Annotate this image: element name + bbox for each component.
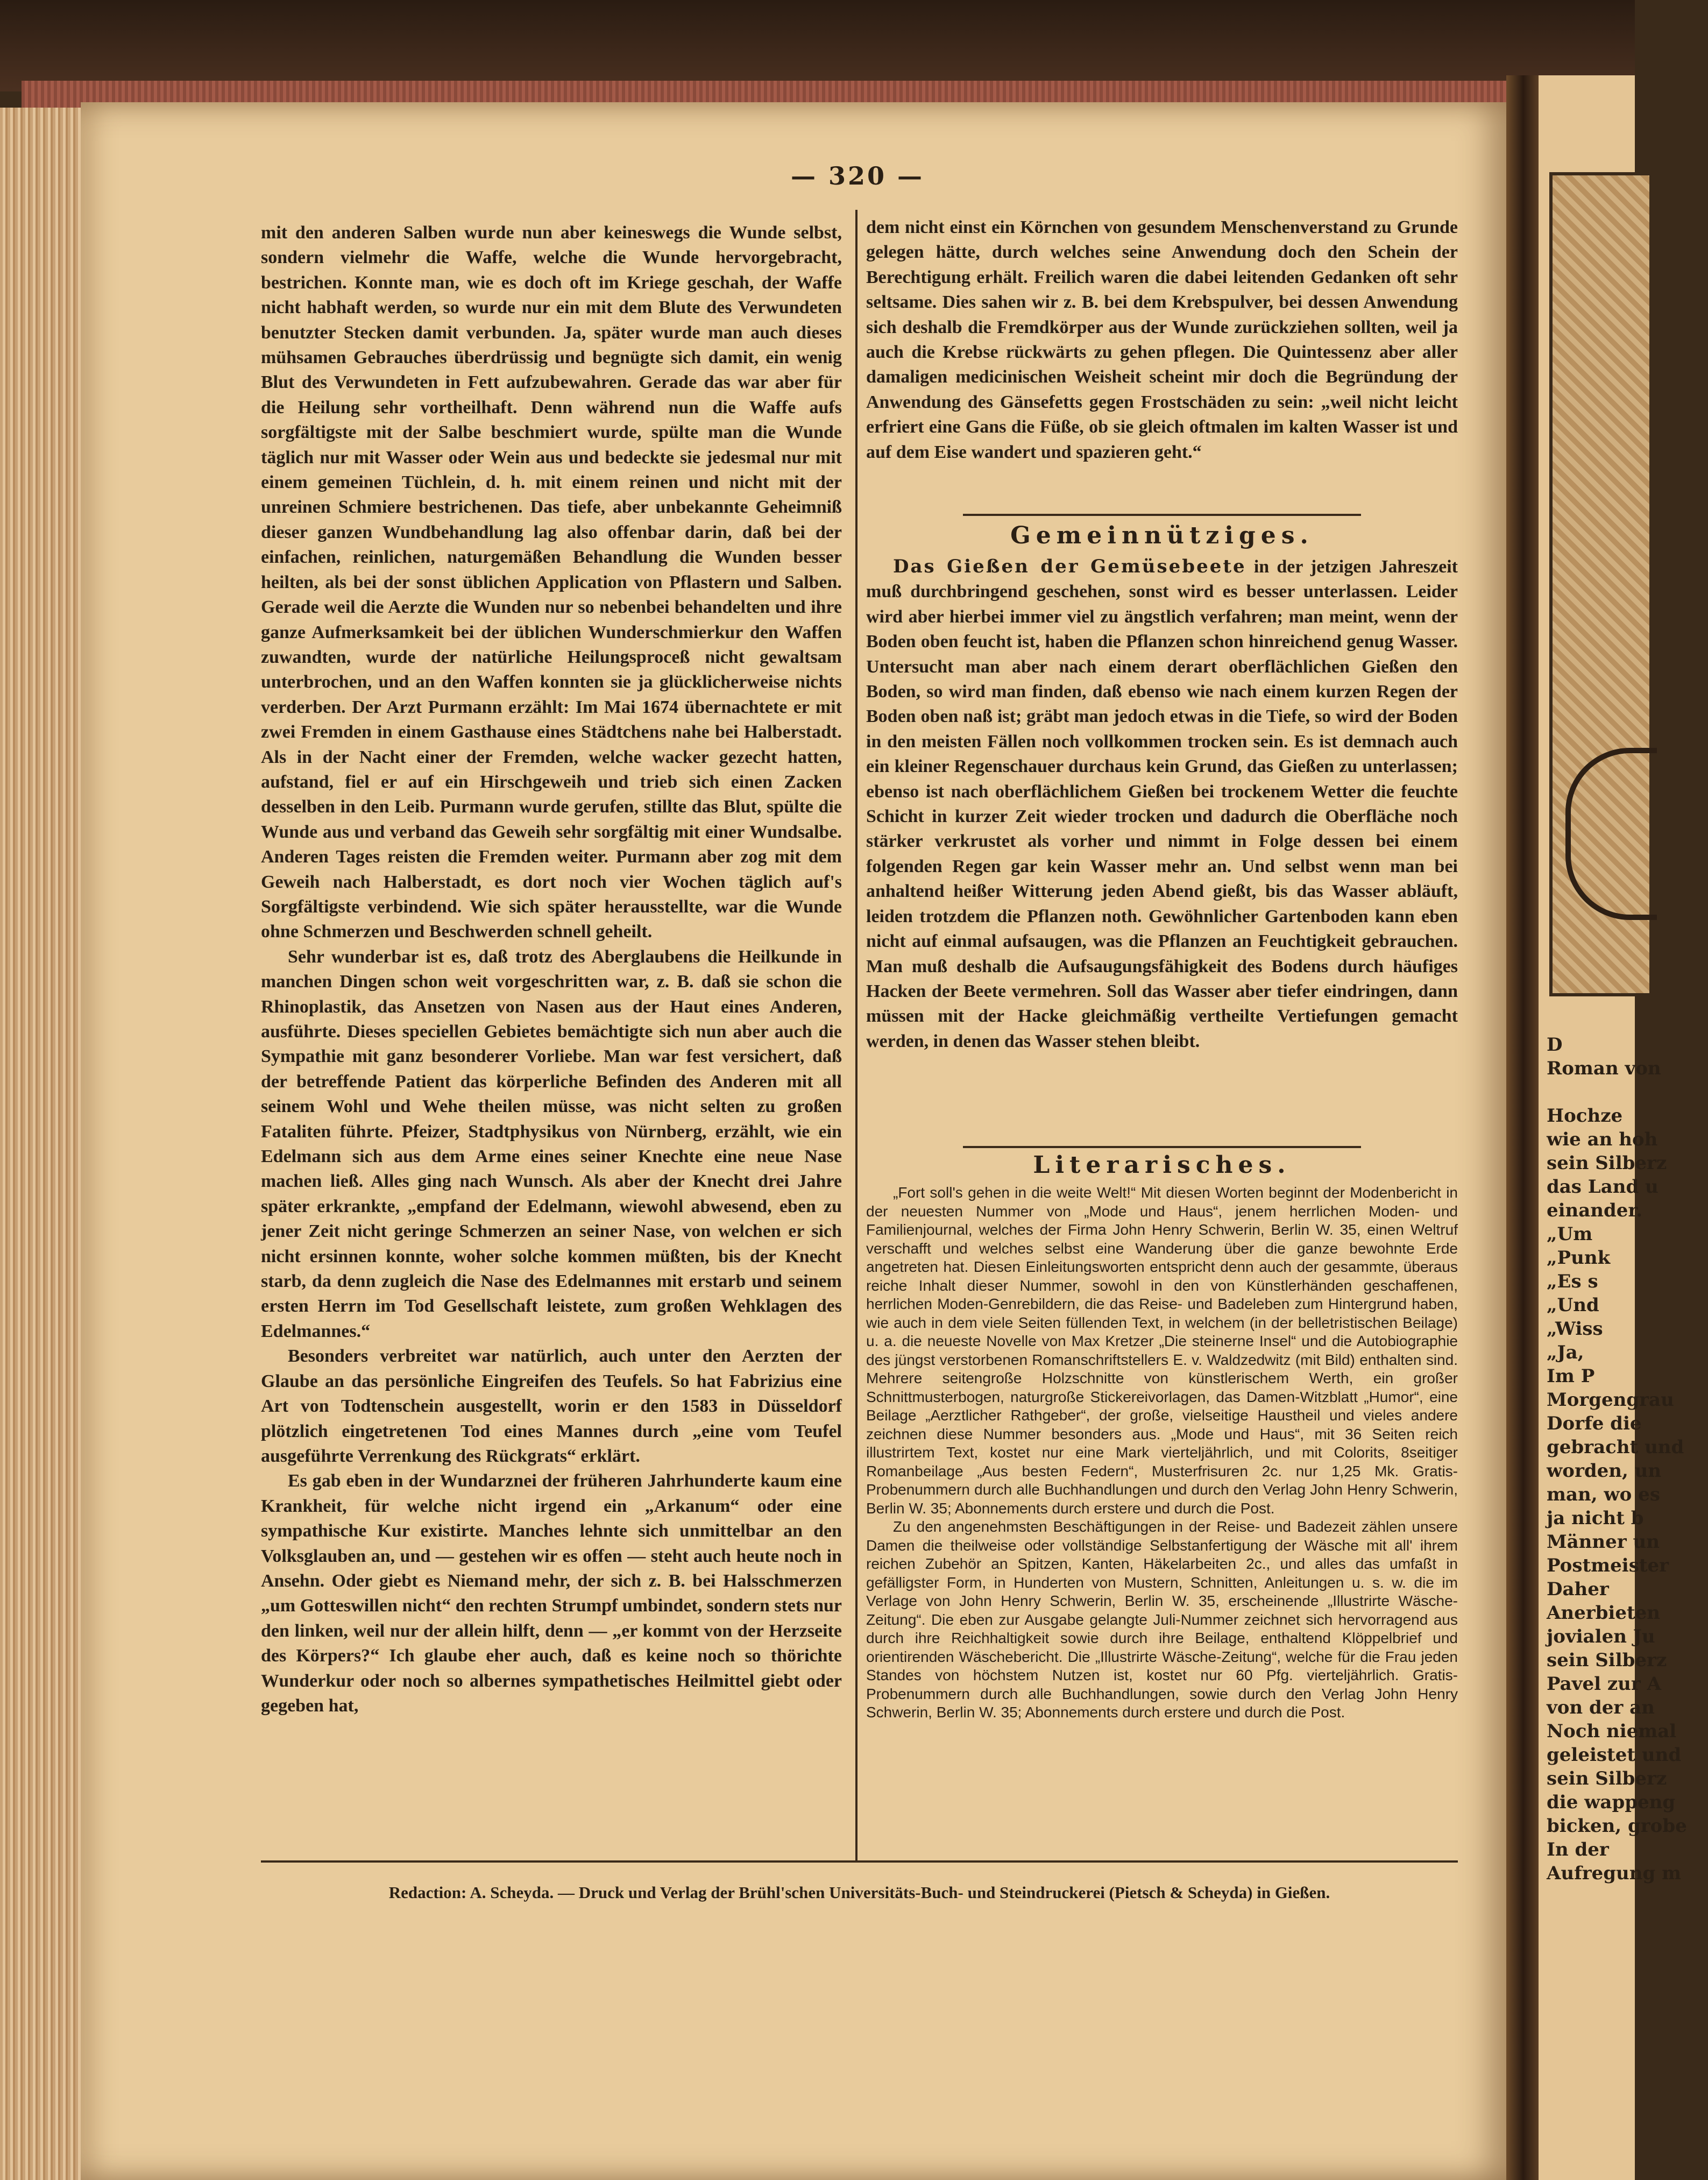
facing-page-text: D Roman von Hochze wie an hoh sein Silberz das Land u einander. „Um „Punk „Es s „Und „Wiss „Ja, Im P Morgengrau Dorfe die gebracht und worden, un man, wo es ja nicht b Männer un Postmeister Daher Anerbieten jovialen Ju sein Silberz Pavel zur A von der an Noch niemal geleistet und sein Silberz die wappeng bicken, grobe In der Aufregung m [1547,1034,1687,1884]
literarisches-article [866,1184,1458,1840]
article-body: in der jetzigen Jahreszeit muß durchbringend geschehen, sonst wird es besser unterlassen. Leider wird aber hierbei immer viel zu ängstlich verfahren; man meint, wenn der Boden oben feucht ist, haben die Pflanzen schon hinreichend genug Wasser. Untersucht man aber nach einem derart oberflächlichen Gießen den Boden, so wird man finden, daß ebenso wie nach einem kurzen Regen der Boden oben naß ist; gräbt man jedoch etwas in die Tiefe, so wird der Boden in den meisten Fällen noch vollkommen trocken sein. Es ist demnach auch ein kleiner Regenschauer durchaus kein Grund, das Gießen zu unterlassen; ebenso ist nach oberflächlichem Gießen bei trockenem Wetter die feuchte Schicht in kurzer Zeit wieder trocken und dadurch die Oberfläche noch stärker verkrustet als vorher und nimmt in Folge dessen bei einem folgenden Regen gar kein Wasser mehr an. Und selbst wenn man bei anhaltend heißer Witterung jeden Abend gießt, bis das Wasser abläuft, leiden trotzdem die Pflanzen noth. Gewöhnlicher Gartenboden kann eben nicht auf einmal aufsaugen, was die Pflanzen an Feuchtigkeit gebrauchen. Man muß deshalb die Aufsaugungsfähigkeit des Bodens durch häufiges Hacken der Beete vermehren. Soll das Wasser aber tiefer eindringen, dann müssen mit der Hacke gleichmäßig vertheilte Vertiefungen gemacht werden, in denen das Wasser stehen bleibt. [866,557,1458,1051]
column-divider [855,210,857,1862]
footer-divider [261,1860,1458,1863]
section-divider [963,514,1361,516]
page-number: — 320 — [791,161,925,190]
paragraph: Es gab eben in der Wundarznei der früheren Jahrhunderte kaum eine Krankheit, für welche nicht irgend ein „Arkanum“ oder eine sympathische Kur existirte. Manches lehnte sich unmittelbar an den Volksglauben an, und — gestehen wir es offen — steht auch heute noch in Ansehn. Oder giebt es Niemand mehr, der sich z. B. bei Halsschmerzen „um Gotteswillen nicht“ den rechten Strumpf umbindet, sondern stets nur den linken, weil nur der allein hilft, denn — „er kommt von der Herzseite des Körpers?“ Ich glaube eher auch, daß es keine noch so thörichte Wunderkur oder noch so albernes sympathetisches Heilmittel giebt oder gegeben hat, [261,1471,842,1716]
article-lead: Das Gießen der Gemüsebeete [893,556,1246,577]
imprint-footer: Redaction: A. Scheyda. — Druck und Verlag der Brühl'schen Universitäts-Buch- und Steindruckerei (Pietsch & Scheyda) in Gießen. [388,1883,1330,1902]
facing-page [1539,75,1687,2180]
right-column-continuation [866,215,1458,516]
paragraph: Zu den angenehmsten Beschäftigungen in der Reise- und Badezeit zählen unsere Damen die theilweise oder vollständige Selbstanfertigung der Wäsche mit all' ihrem reichen Zubehör an Spitzen, Kanten, Häkelarbeiten 2c., und alles das umfaßt in gefälligster Form, in Hunderten von Mustern, Schnitten, Anleitungen u. s. w. die im Verlage von John Henry Schwerin, Berlin W. 35, erscheinende „Illustrirte Wäsche-Zeitung“. Die eben zur Ausgabe gelangte Juli-Nummer zeichnet sich hervorragend aus durch ihre Reichhaltigkeit sowie durch ihre Beilage, enthaltend Klöppelbrief und orientirenden Wäschebericht. Die „Illustrirte Wäsche-Zeitung“, welche für die Frau jeden Standes von höchstem Nutzen ist, kostet nur 60 Pfg. vierteljährlich. Gratis-Probenummern durch alle Buchhandlungen, sowie durch den Verlag John Henry Schwerin, Berlin W. 35; Abonnements durch erstere und durch die Post. [866,1518,1458,1721]
paragraph: mit den anderen Salben wurde nun aber keineswegs die Wunde selbst, sondern vielmehr die Waffe, welche die Wunde hervorgebracht, bestrichen. Konnte man, wie es doch oft im Kriege geschah, der Waffe nicht habhaft werden, so wurde nur ein mit dem Blute des Verwundeten benutzter Stecken damit verbunden. Ja, später wurde man auch dieses mühsamen Gebrauches überdrüssig und begnügte sich damit, ein wenig Blut des Verwundeten in Fett aufzubewahren. Gerade das war aber für die Heilung sehr vortheilhaft. Denn während nun die Waffe aufs sorgfältigste mit der Salbe beschmiert wurde, spülte man die Wunde täglich nur mit Wasser oder Wein aus und bedeckte sie jedesmal nur mit einem gemeinen Tüchlein, d. h. mit einem reinen und nicht mit der unreinen Schmiere bestrichenen. Das tiefe, aber unbekannte Geheimniß dieser ganzen Wundbehandlung lag also offenbar darin, daß bei der einfachen, reinlichen, naturgemäßen Behandlung die Wunden besser heilten, als bei der sonst üblichen Application von Pflastern und Salben. Gerade weil die Aerzte die Wunden nur so nebenbei behandelten und ihre ganze Aufmerksamkeit bei der üblichen Wunderschmierkur den Waffen zuwandten, wurde der natürliche Heilungsproceß nicht gewaltsam unterbrochen, und an den Waffen konnten sie ja glücklicherweise nichts verderben. Der Arzt Purmann erzählt: Im Mai 1674 übernachtete er mit zwei Fremden in einem Gasthause eines Städtchens nahe bei Halberstadt. Als in der Nacht einer der Fremden, welche wacker gezecht hatten, aufstand, fiel er auf ein Hirschgeweih und trieb sich einen Zacken desselben in den Leib. Purmann wurde gerufen, stillte das Blut, spülte die Wunde aus und verband das Geweih sehr sorgfältig mit einer Wundsalbe. Anderen Tages reisten die Fremden weiter. Purmann aber zog mit dem Geweih nach Halberstadt, es dort noch vier Wochen täglich auf's Sorgfältigste verbindend. Wie sich später herausstellte, war die Wunde ohne Schmerzen und Beschwerden schnell geheilt. [261,223,842,942]
paragraph: Sehr wunderbar ist es, daß trotz des Aberglaubens die Heilkunde in manchen Dingen schon weit vorgeschritten war, z. B. daß sie schon die Rhinoplastik, das Ansetzen von Nasen aus der Haut eines Anderen, ausführte. Dieses speciellen Gebietes bemächtigte sich nun aber auch die Sympathie mit ganz besonderer Vorliebe. Man war fest versichert, daß der betreffende Patient das körperliche Befinden des Anderen mit all seinem Wohl und Wehe theilen müsse, was nicht selten zu großen Fataliten führte. Pfeizer, Stadtphysikus von Nürnberg, erzählt, wie ein Edelmann sich aus dem Arme eines seiner Knechte eine neue Nase machen ließ. Alles ging nach Wunsch. Als aber der Knecht drei Jahre später erkrankte, „empfand der Edelmann, wiewohl abwesend, eben zu jener Zeit nicht geringe Schmerzen an seiner Nase, von welchen er sich nicht ersinnen konnte, woher solche kommen müßten, bis der Knecht starb, da denn zugleich die Nase des Edelmannes mit erstarb und seinem ersten Herrn im Tod Gesellschaft leistete, zum großen Wehklagen des Edelmannes.“ [261,946,842,1341]
section-title-literarisches: Literarisches. [1033,1151,1291,1179]
book-top-edge [0,0,1635,91]
left-column [261,221,842,1862]
paragraph [866,554,1458,1054]
section-divider [963,1146,1361,1148]
section-title-gemeinnuetziges: Gemeinnütziges. [1010,522,1314,549]
decorative-initial-ornament [1565,748,1657,920]
gemeinnuetziges-article [866,554,1458,1151]
paragraph: „Fort soll's gehen in die weite Welt!“ Mit diesen Worten beginnt der Modenbericht in der neuesten Nummer von „Mode und Haus“, jenem herrlichen Moden- und Familienjournal, welches der Firma John Henry Schwerin, Berlin W. 35, einen Weltruf verschafft und welches selbst eine Wanderung über die ganze bewohnte Erde angetreten hat. Diesen Einleitungsworten entspricht denn auch der gesammte, überaus reiche Inhalt dieser Nummer, sowohl in den von Künstlerhänden geschaffenen, herrlichen Moden-Genrebildern, die das Reise- und Badeleben zum Hintergrund haben, wie auch in dem viele Seiten füllenden Text, in welchem (in der belletristischen Beilage) u. a. die neueste Novelle von Max Kretzer „Die steinerne Insel“ und die Autobiographie des jüngst verstorbenen Romanschriftstellers E. v. Waldzedwitz (mit Bild) enthalten sind. Mehrere seitengroße Holzschnitte von künstlerischem Werth, ein großer Schnittmusterbogen, naturgroße Stickereivorlagen, das Damen-Witzblatt „Humor“, eine Beilage „Aerztlicher Rathgeber“, der große, vielseitige Haustheil und vieles andere zeichnen diese Nummer besonders aus. „Mode und Haus“, mit 36 Seiten reich illustrirtem Text, kostet nur eine Mark vierteljährlich, und mit Colorits, 8seitiger Romanbeilage „Aus besten Federn“, Musterfrisuren 2c. nur 1,25 Mk. Gratis-Probenummern durch alle Buchhandlungen und durch den Verlag John Henry Schwerin, Berlin W. 35; Abonnements durch erstere und durch die Post. [866,1184,1458,1517]
paragraph: Besonders verbreitet war natürlich, auch unter den Aerzten der Glaube an das persönliche Eingreifen des Teufels. So hat Fabrizius eine Art von Todtenschein ausgestellt, worin er den 1583 in Düsseldorf plötzlich eingetretenen Tod eines Mannes durch „eine vom Teufel ausgeführte Verrenkung des Rückgrats“ erklärt. [261,1346,842,1466]
paragraph: dem nicht einst ein Körnchen von gesundem Menschenverstand zu Grunde gelegen hätte, durch welches seine Anwendung doch den Schein der Berechtigung erhält. Freilich waren die dabei leitenden Gedanken oft sehr seltsame. Dies sahen wir z. B. bei dem Krebspulver, bei dessen Anwendung sich deshalb die Fremdkörper aus der Wunde zurückziehen sollten, weil ja auch die Krebse rückwärts zu gehen pflegen. Die Quintessenz aber aller damaligen medicinischen Weisheit scheint mir doch die Begründung der Anwendung des Gänsefetts gegen Frostschäden zu sein: „weil nicht leicht erfriert eine Gans die Füße, ob sie gleich oftmalen im kalten Wasser ist und auf dem Eise wandert und spazieren geht.“ [866,217,1458,462]
